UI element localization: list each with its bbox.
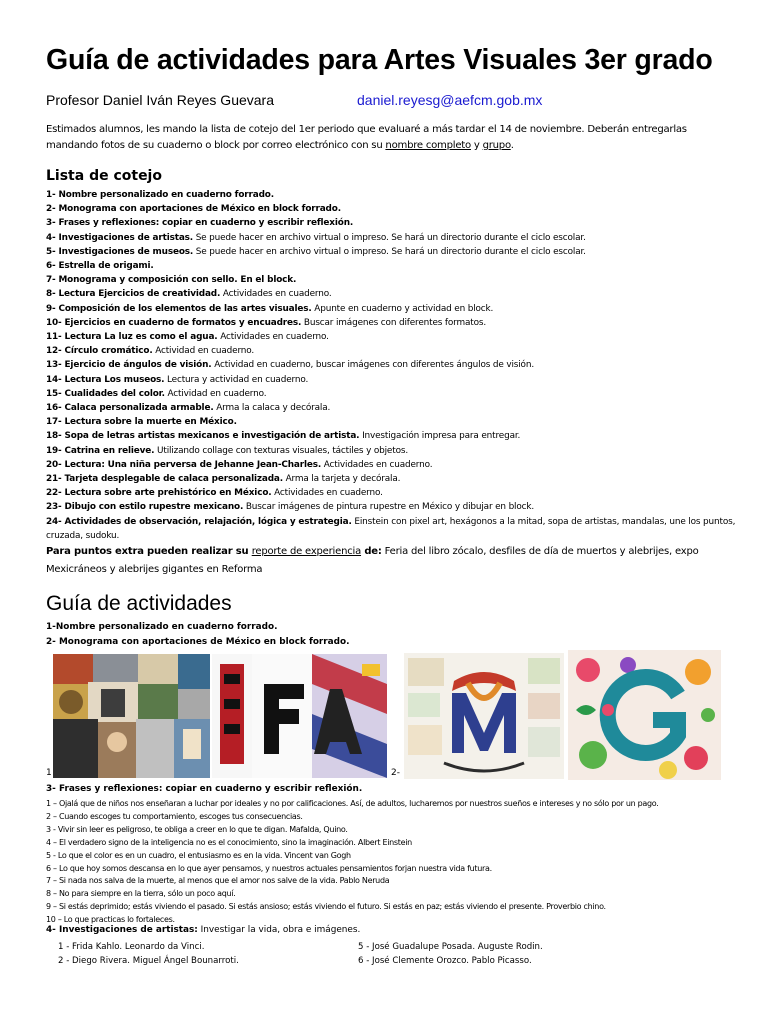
intro-paragraph [46, 122, 726, 154]
guide-heading: Guía de actividades [46, 592, 232, 615]
checklist-item-title: 8- Lectura Ejercicios de creatividad. [46, 289, 221, 300]
checklist-item-title: 20- Lectura: Una niña perversa de Jehanne Jean-Charles. [46, 459, 322, 470]
artist-pair: 2 - Diego Rivera. Miguel Ángel Bounarroti. [58, 956, 239, 966]
checklist-item-detail: Actividades en cuaderno. [321, 459, 433, 470]
checklist-item-detail: Actividades en cuaderno. [271, 488, 383, 499]
extra-points-events: Feria del libro zócalo, desfiles de día de muertos y alebrijes, expo Mexicráneos y alebrijes gigantes en Reforma [46, 546, 699, 575]
intro-end: . [510, 140, 514, 151]
intro-text: Estimados alumnos, les mando la lista de cotejo del 1er periodo que evaluaré a más tardar el 14 de noviembre. Deberán entregarlas mandando fotos de su cuaderno o block por correo electrónico con su [46, 124, 687, 151]
checklist-item [46, 472, 736, 486]
artists-heading-rest: Investigar la vida, obra e imágenes. [197, 925, 361, 935]
checklist-item-title: 2- Monograma con aportaciones de México en block forrado. [46, 204, 341, 215]
checklist-item [46, 458, 736, 472]
extra-points-paragraph [46, 543, 736, 579]
teacher-email-link[interactable]: daniel.reyesg@aefcm.gob.mx [357, 92, 543, 108]
checklist-item-detail: Apunte en cuaderno y actividad en block. [311, 303, 494, 314]
checklist-item [46, 287, 736, 301]
quotes-heading: 3- Frases y reflexiones: copiar en cuaderno y escribir reflexión. [46, 784, 363, 794]
checklist-item-title: 6- Estrella de origami. [46, 261, 154, 272]
photo-label-1: 1 [46, 768, 52, 778]
checklist-item-detail: Actividades en cuaderno. [217, 332, 329, 343]
checklist-item [46, 188, 736, 202]
quote-item: 7 – Si nada nos salva de la muerte, al menos que el amor nos salve de la vida. Pablo Neruda [46, 876, 390, 886]
checklist-item [46, 401, 736, 415]
checklist-item [46, 316, 736, 330]
checklist-item-title: 18- Sopa de letras artistas mexicanos e investigación de artista. [46, 431, 360, 442]
checklist-item-title: 23- Dibujo con estilo rupestre mexicano. [46, 502, 244, 513]
checklist-item [46, 358, 736, 372]
checklist-item-detail: Actividades en cuaderno. [220, 289, 332, 300]
checklist-item [46, 344, 736, 358]
checklist-item-title: 15- Cualidades del color. [46, 388, 165, 399]
checklist-item [46, 216, 736, 230]
artist-pair: 1 - Frida Kahlo. Leonardo da Vinci. [58, 942, 205, 952]
checklist-item-detail: Actividad en cuaderno, buscar imágenes con diferentes ángulos de visión. [211, 360, 534, 371]
checklist-item-title: 3- Frases y reflexiones: copiar en cuaderno y escribir reflexión. [46, 218, 354, 229]
checklist-item [46, 330, 736, 344]
quote-item: 8 – No para siempre en la tierra, sólo un poco aquí. [46, 889, 236, 899]
photo-label-2: 2- [391, 768, 400, 778]
checklist-heading: Lista de cotejo [46, 168, 162, 184]
quote-item: 1 – Ojalá que de niños nos enseñaran a luchar por ideales y no por calificaciones. Así, de adultos, lucharemos por nuestros sueños e intereses y no sólo por un pago. [46, 799, 659, 808]
checklist-item-detail: Se puede hacer en archivo virtual o impreso. Se hará un directorio durante el ciclo escolar. [193, 232, 586, 243]
checklist-item-title: 12- Círculo cromático. [46, 346, 153, 357]
checklist-item-title: 17- Lectura sobre la muerte en México. [46, 417, 237, 428]
group-emphasis: grupo [482, 140, 511, 151]
checklist-item-title: 4- Investigaciones de artistas. [46, 232, 194, 243]
checklist-item [46, 486, 736, 500]
checklist-item [46, 500, 736, 514]
checklist-item [46, 387, 736, 401]
checklist-item-detail: Utilizando collage con texturas visuales, táctiles y objetos. [154, 445, 408, 456]
quotes-list [46, 798, 736, 927]
checklist-item-title: 5- Investigaciones de museos. [46, 246, 194, 257]
checklist-item [46, 259, 736, 273]
quote-item: 5 - Lo que el color es en un cuadro, el entusiasmo es en la vida. Vincent van Gogh [46, 850, 351, 860]
checklist-item-detail: Se puede hacer en archivo virtual o impreso. Se hará un directorio durante el ciclo escolar. [193, 246, 586, 257]
artists-heading-bold: 4- Investigaciones de artistas: [46, 925, 198, 935]
experience-report-link: reporte de experiencia [251, 546, 362, 557]
checklist-item [46, 515, 736, 543]
full-name-emphasis: nombre completo [385, 140, 471, 151]
guide-item-1: 1-Nombre personalizado en cuaderno forrado. [46, 622, 278, 632]
checklist-item [46, 302, 736, 316]
checklist-item-title: 1- Nombre personalizado en cuaderno forrado. [46, 190, 274, 200]
checklist-item-detail: Buscar imágenes de pintura rupestre en México y dibujar en block. [243, 502, 535, 513]
artist-pair: 6 - José Clemente Orozco. Pablo Picasso. [358, 956, 532, 966]
checklist-item-detail: Actividad en cuaderno. [164, 388, 267, 399]
checklist [46, 188, 736, 543]
checklist-item-detail: Lectura y actividad en cuaderno. [164, 374, 309, 385]
checklist-item [46, 415, 736, 429]
checklist-item-title: 7- Monograma y composición con sello. En el block. [46, 275, 297, 286]
mr-monogram-photo [404, 653, 564, 779]
checklist-item [46, 444, 736, 458]
checklist-item [46, 245, 736, 259]
checklist-item [46, 231, 736, 245]
checklist-item-detail: Actividad en cuaderno. [152, 346, 255, 357]
artists-heading [46, 925, 360, 935]
checklist-item-title: 10- Ejercicios en cuaderno de formatos y encuadres. [46, 317, 302, 328]
fia-monogram-photo [212, 654, 387, 778]
artist-pair: 5 - José Guadalupe Posada. Auguste Rodin. [358, 942, 543, 952]
quote-item: 3 - Vivir sin leer es peligroso, te obliga a creer en lo que te digan. Mafalda, Quino. [46, 824, 348, 834]
floral-letter-photo [568, 650, 721, 780]
extra-points-de: de: [361, 546, 382, 557]
checklist-item-detail: Investigación impresa para entregar. [359, 431, 521, 442]
quote-item: 6 – Lo que hoy somos descansa en lo que ayer pensamos, y nuestros actuales pensamientos forjan nuestra vida futura. [46, 863, 492, 873]
guide-item-2: 2- Monograma con aportaciones de México en block forrado. [46, 637, 350, 647]
intro-connector: y [470, 140, 483, 151]
checklist-item-title: 9- Composición de los elementos de las artes visuales. [46, 303, 312, 314]
checklist-item-detail: Buscar imágenes con diferentes formatos. [301, 317, 487, 328]
quote-item: 2 – Cuando escoges tu comportamiento, escoges tus consecuencias. [46, 811, 303, 821]
collage-notebook-photo [53, 654, 210, 778]
checklist-item [46, 273, 736, 287]
checklist-item [46, 202, 736, 216]
quote-item: 10 – Lo que practicas lo fortaleces. [46, 915, 175, 925]
checklist-item-title: 19- Catrina en relieve. [46, 445, 155, 456]
checklist-item-detail: Arma la tarjeta y decórala. [282, 474, 401, 485]
checklist-item-title: 21- Tarjeta desplegable de calaca personalizada. [46, 474, 283, 485]
quote-item: 9 – Si estás deprimido; estás viviendo el pasado. Si estás ansioso; estás viviendo el futuro. Si estás en paz; estás viviendo el presente. Proverbio chino. [46, 902, 606, 912]
teacher-name: Profesor Daniel Iván Reyes Guevara [46, 92, 274, 108]
checklist-item-detail: Einstein con pixel art, hexágonos a la mitad, sopa de artistas, mandalas, une los puntos, cruzada, sudoku. [46, 516, 736, 541]
extra-points-lead: Para puntos extra pueden realizar su [46, 546, 252, 557]
checklist-item-detail: Arma la calaca y decórala. [213, 403, 331, 414]
checklist-item-title: 16- Calaca personalizada armable. [46, 403, 214, 414]
document-title: Guía de actividades para Artes Visuales 3er grado [46, 44, 713, 76]
checklist-item-title: 22- Lectura sobre arte prehistórico en México. [46, 488, 272, 499]
checklist-item-title: 24- Actividades de observación, relajación, lógica y estrategia. [46, 516, 352, 527]
quote-item: 4 – El verdadero signo de la inteligencia no es el conocimiento, sino la imaginación. Albert Einstein [46, 837, 412, 847]
checklist-item [46, 373, 736, 387]
checklist-item-title: 11- Lectura La luz es como el agua. [46, 332, 218, 343]
checklist-item-title: 13- Ejercicio de ángulos de visión. [46, 360, 212, 371]
checklist-item [46, 429, 736, 443]
checklist-item-title: 14- Lectura Los museos. [46, 374, 165, 385]
